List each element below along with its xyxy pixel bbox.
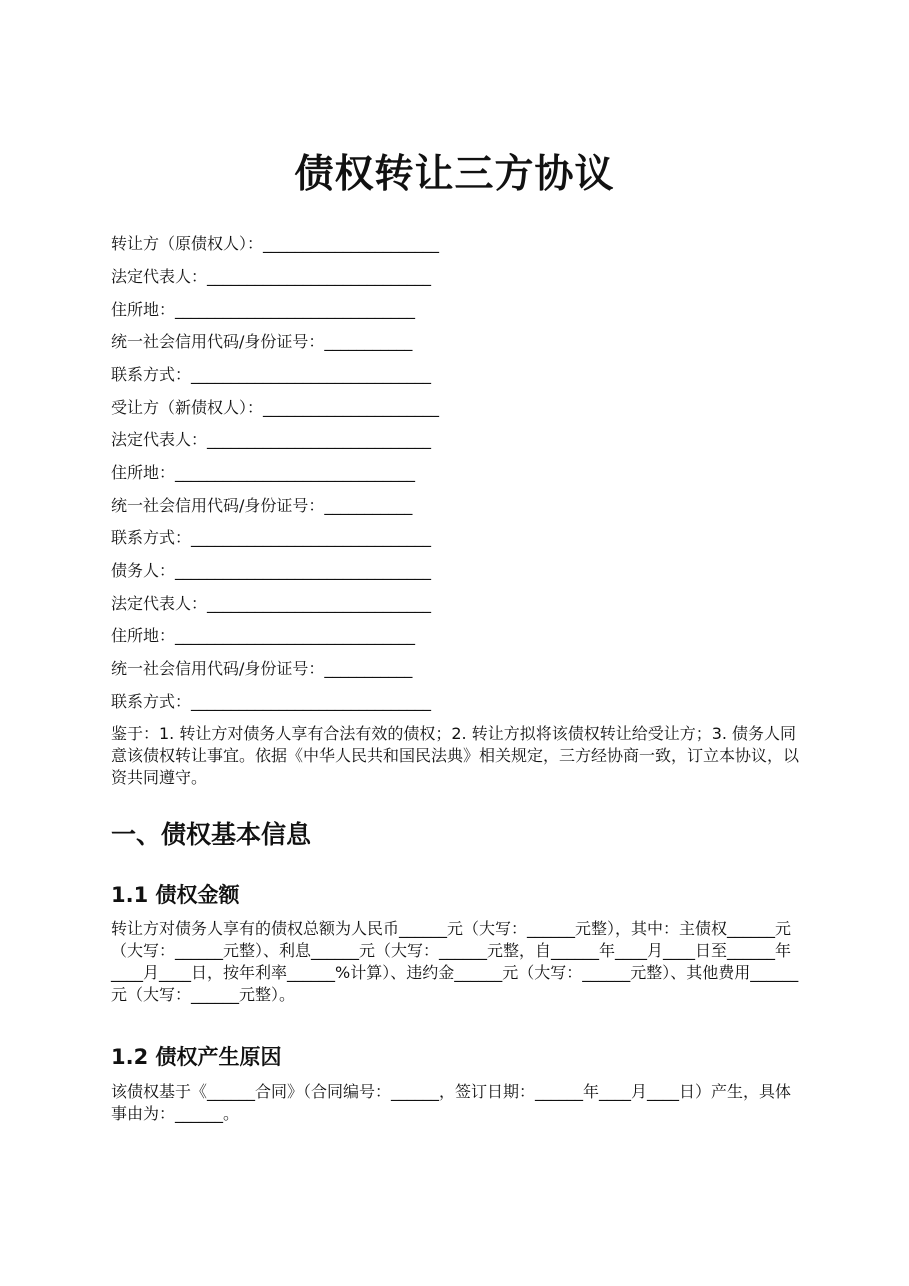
debtor-name-field: 债务人：________________________________ <box>111 561 432 580</box>
transferor-name-field: 转让方（原债权人）：______________________ <box>111 234 440 253</box>
subsection-heading-debt-origin: 1.2 债权产生原因 <box>111 1045 282 1069</box>
debtor-representative-field: 法定代表人：____________________________ <box>111 594 432 613</box>
debtor-contact-field: 联系方式：______________________________ <box>111 692 432 711</box>
transferee-contact-field: 联系方式：______________________________ <box>111 528 432 547</box>
transferee-name-field: 受让方（新债权人）：______________________ <box>111 398 440 417</box>
document-title: 债权转让三方协议 <box>294 152 615 197</box>
debtor-id-field: 统一社会信用代码/身份证号：___________ <box>111 659 413 678</box>
subsection-heading-debt-amount: 1.1 债权金额 <box>111 883 240 907</box>
transferee-representative-field: 法定代表人：____________________________ <box>111 430 432 449</box>
debt-amount-paragraph: 转让方对债务人享有的债权总额为人民币______元（大写：______元整），其中：主债权______元（大写：______元整）、利息______元（大写：______元整，自______年____月____日至______年____月____日，按年利率______%计算）、违约金______元（大写：______元整）、其他费用______元（大写：______元整）。 <box>111 919 799 1004</box>
transferor-id-field: 统一社会信用代码/身份证号：___________ <box>111 332 413 351</box>
debt-origin-paragraph: 该债权基于《______合同》（合同编号：______，签订日期：______年____月____日）产生，具体事由为：______。 <box>111 1082 792 1123</box>
transferee-address-field: 住所地：______________________________ <box>111 463 416 482</box>
transferor-representative-field: 法定代表人：____________________________ <box>111 267 432 286</box>
debtor-address-field: 住所地：______________________________ <box>111 626 416 645</box>
preamble-paragraph: 鉴于：1. 转让方对债务人享有合法有效的债权；2. 转让方拟将该债权转让给受让方；3. 债务人同意该债权转让事宜。依据《中华人民共和国民法典》相关规定，三方经协商一致，订立本协议，以资共同遵守。 <box>111 724 800 787</box>
section-heading-debt-info: 一、债权基本信息 <box>111 820 312 849</box>
transferee-id-field: 统一社会信用代码/身份证号：___________ <box>111 496 413 515</box>
transferor-address-field: 住所地：______________________________ <box>111 300 416 319</box>
transferor-contact-field: 联系方式：______________________________ <box>111 365 432 384</box>
